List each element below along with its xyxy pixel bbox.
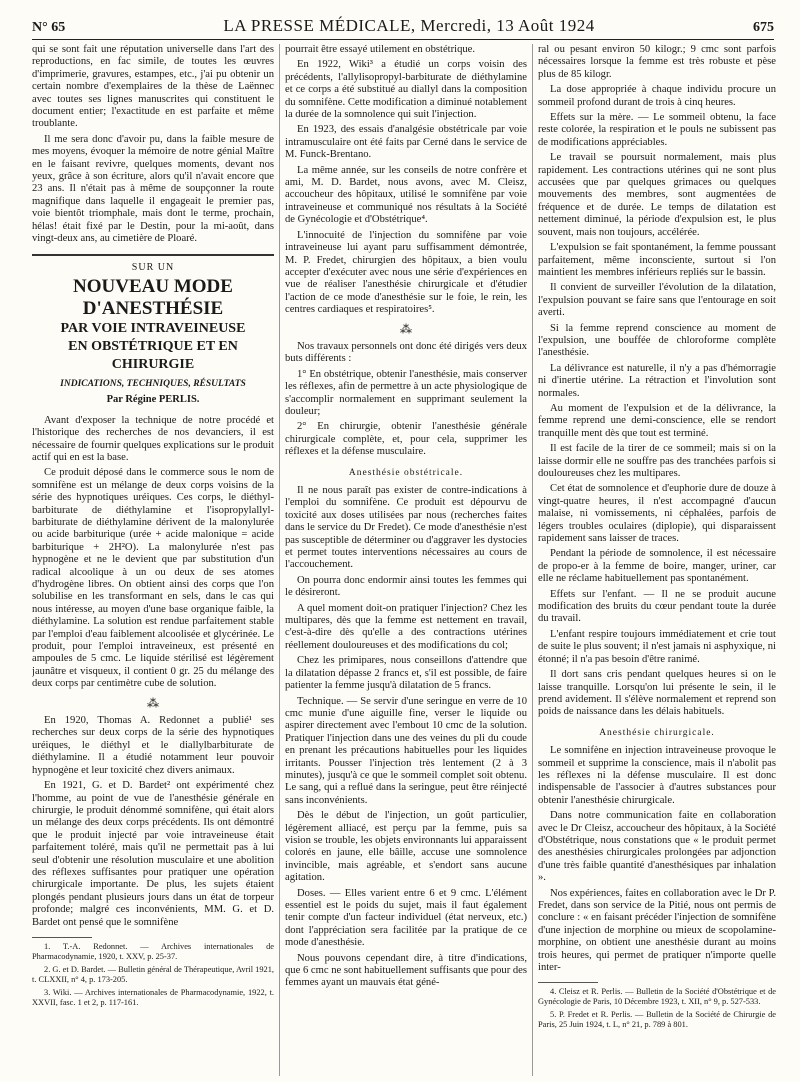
paragraph: Dès le début de l'injection, un goût particulier, légèrement alliacé, est perçu par la femme, puis sa vision se trouble, les objets environnants lui apparaissent colorés en jaune, elle bâille, accuse une somnolence invincible, mais agréable, et s'endort sans aucune agitation. — [285, 810, 527, 884]
article-author: Par Régine PERLIS. — [106, 394, 200, 406]
paragraph: Si la femme reprend conscience au moment de l'expulsion, une bouffée de chloroforme complète l'anesthésie. — [538, 322, 776, 359]
column-divider — [532, 44, 533, 1076]
section-heading: Anesthésie chirurgicale. — [599, 727, 715, 738]
footnote: 4. Cleisz et R. Perlis. — Bulletin de la Société d'Obstétrique et de Gynécologie de Paris, 10 Décembre 1923, t. XII, n° 9, p. 527-533. — [538, 987, 776, 1007]
paragraph: L'enfant respire toujours immédiatement et crie tout de suite le plus souvent; il n'est jamais ni asphyxique, ni étonné; il n'a pas besoin d'être ranimé. — [538, 628, 776, 665]
paragraph: Effets sur la mère. — Le sommeil obtenu, la face reste colorée, la respiration et le pouls ne subissent pas de modifications appréciables. — [538, 112, 776, 148]
paragraph: Nos expériences, faites en collaboration avec le Dr P. Fredet, dans son service de la Pitié, nous ont permis de conclure : « en faisant précéder l'injection de somnifène d'une injection de morphine ou mieux de scopolamine-morphine, on obtient une anesthésie durant au moins trois heures, qui permet de pratiquer n'importe quelle inter- — [538, 887, 776, 974]
paragraph: En 1922, Wiki³ a étudié un corps voisin des précédents, l'allylisopropyl-barbiturate de diéthylamine et ce corps a été substitué au diallyl dans la composition du somnifène. Cette modification a diminué notablement la durée de la somnolence qui suit l'injection. — [285, 59, 527, 121]
paragraph: 1° En obstétrique, obtenir l'anesthésie, mais conserver les réflexes, afin de permettre à un acte physiologique de s'accomplir normalement en supprimant seulement la douleur; — [285, 368, 527, 417]
footnote: 1. T.-A. Redonnet. — Archives internationales de Pharmacodynamie, 1920, t. XXV, p. 25-37. — [32, 941, 274, 961]
paragraph: 2° En chirurgie, obtenir l'anesthésie générale chirurgicale complète, et, pour cela, supprimer les réflexes et la défense musculaire. — [285, 421, 527, 458]
paragraph: On pourra donc endormir ainsi toutes les femmes qui le désireront. — [285, 574, 527, 599]
journal-title: LA PRESSE MÉDICALE, Mercredi, 13 Août 1924 — [223, 16, 595, 35]
paragraph: Pendant la période de somnolence, il est nécessaire de propo-er à la femme de boire, manger, uriner, car elle ne réclame habituellement pas spontanément. — [538, 548, 776, 585]
heading-prefix: SUR UN — [131, 261, 175, 273]
article-subtitle: EN OBSTÉTRIQUE ET EN CHIRURGIE — [68, 338, 238, 372]
article-title: NOUVEAU MODE D'ANESTHÉSIE — [73, 275, 233, 319]
footnote: 5. P. Fredet et R. Perlis. — Bulletin de la Société de Chirurgie de Paris, 25 Juin 1924, t. L, n° 21, p. 789 à 801. — [538, 1010, 776, 1030]
article-topics: INDICATIONS, TECHNIQUES, RÉSULTATS — [60, 378, 246, 389]
paragraph: Chez les primipares, nous conseillons d'attendre que la dilatation dépasse 2 francs et, s'il est possible, de faire patienter la femme jusqu'à dilatation de 5 francs. — [285, 655, 527, 692]
paragraph: La même année, sur les conseils de notre confrère et ami, M. D. Bardet, nous avons, avec M. Cleisz, accoucheur des hôpitaux, utilisé le somnifène par voie intraveineuse et communiqué nos résultats à la Société de Gynécologie et d'Obstétrique⁴. — [285, 164, 527, 226]
paragraph: Dans notre communication faite en collaboration avec le Dr Cleisz, accoucheur des hôpitaux, à la Société d'Obstétrique, nous constations que « le produit permet des anesthésies chirurgicales prolongées par adjonction d'une très faible quantité d'anesthésiques par inhalation ». — [538, 810, 776, 884]
column-1 — [32, 44, 274, 1076]
paragraph: A quel moment doit-on pratiquer l'injection? Chez les multipares, dès que la femme est nettement en travail, c'est-à-dire dès qu'elle a des contractions utérines réellement douloureuses et des modifications du col; — [285, 602, 527, 651]
section-asterism: ⁂ — [400, 321, 412, 336]
article-heading — [32, 262, 274, 407]
paragraph: Il ne nous paraît pas exister de contre-indications à l'emploi du somnifène. Ce produit est dépourvu de toxicité aux doses utilisées par nous (recherches faites dans le service du Dr Fredet). Ce mode d'anesthésie n'est pas susceptible de déterminer ou d'aggraver les dystocies et permet toutes interventions nécessaires au cours de l'accouchement. — [285, 485, 527, 571]
paragraph: L'expulsion se fait spontanément, la femme poussant parfaitement, même inconsciente, surtout si l'on maintient les membres inférieurs repliés sur le bassin. — [538, 242, 776, 278]
paragraph: En 1923, des essais d'analgésie obstétricale par voie intramusculaire ont été faits par Cerné dans le service de M. Funck-Brentano. — [285, 124, 527, 161]
section-asterism: ⁂ — [147, 695, 159, 710]
paragraph: La délivrance est naturelle, il n'y a pas d'hémorragie ni d'inertie utérine. La rétraction et l'involution sont normales. — [538, 362, 776, 399]
footnote: 2. G. et D. Bardet. — Bulletin général de Thérapeutique, Avril 1921, t. CLXXII, n° 4, p. 173-205. — [32, 964, 274, 984]
paragraph: L'innocuité de l'injection du somnifène par voie intraveineuse lui ayant paru suffisamment démontrée, M. P. Fredet, chirurgien des hôpitaux, a bien voulu accepter d'exécuter avec nous une série d'expériences en vue de réaliser l'anesthésie chirurgicale et d'étudier l'action de ce mode d'anesthésie sur le foie, le rein, les centres cardiaques et respiratoires⁵. — [285, 229, 527, 316]
paragraph: Il dort sans cris pendant quelques heures si on le laisse tranquille. Lorsqu'on lui présente le sein, il le prend avidement. Il s'élève normalement et reprend son poids de naissance dans les délais habituels. — [538, 669, 776, 718]
paragraph: Nos travaux personnels ont donc été dirigés vers deux buts différents : — [285, 340, 527, 365]
page-header — [32, 6, 774, 40]
paragraph: La dose appropriée à chaque individu procure un sommeil profond durant de trois à cinq heures. — [538, 84, 776, 108]
article-subtitle: PAR VOIE INTRAVEINEUSE — [60, 320, 246, 336]
paragraph: pourrait être essayé utilement en obstétrique. — [285, 44, 476, 55]
paragraph: Cet état de somnolence et d'euphorie dure de douze à vingt-quatre heures, il n'est accompagné d'aucun malaise, ni vomissements, ni céphalées, parfois de légers troubles oculaires (diplopie), qui disparaissent rapidement sans laisser de traces. — [538, 483, 776, 545]
footnote: 3. Wiki. — Archives internationales de Pharmacodynamie, 1922, t. XXVII, fasc. 1 et 2, p. 117-161. — [32, 987, 274, 1007]
paragraph: Doses. — Elles varient entre 6 et 9 cmc. L'élément essentiel est le poids du sujet, mais il faut également tenir compte d'un facteur individuel (état nerveux, etc.) dont l'appréciation sera facilitée par la pratique de ce mode d'anesthésie. — [285, 887, 527, 949]
paragraph: ral ou pesant environ 50 kilogr.; 9 cmc sont parfois nécessaires lorsque la femme est très robuste et pèse plus de 85 kilogr. — [538, 44, 776, 80]
paragraph: Il me sera donc d'avoir pu, dans la faible mesure de mes moyens, évoquer la mémoire de notre génial Maître en le faisant revivre, quelques moments, devant nos yeux, grâce à son écriture, alors qu'il n'avait encore que 23 ans. Il n'était pas à même de soupçonner la route magnifique dans laquelle il engageait le premier pas, voie bientôt triomphale, mais dont le terme, prochain, hélas! était fixé par le Destin, pour la mi-août, dans vingt-deux ans, au cimetière de Ploaré. — [32, 133, 274, 245]
paragraph: Au moment de l'expulsion et de la délivrance, la femme reprend une demi-conscience, elle se rendort tranquille ment dès que tout est terminé. — [538, 402, 776, 439]
column-2 — [285, 44, 527, 1076]
paragraph: Il est facile de la tirer de ce sommeil; mais si on la laisse dormir elle ne souffre pas des tranchées parfois si douloureuses chez les multipares. — [538, 443, 776, 479]
paragraph: En 1921, G. et D. Bardet² ont expérimenté chez l'homme, au point de vue de l'anesthésie générale en chirurgie, le produit dénommé somnifène, qui était alors un mélange des deux corps précédents. Ils ont démontré que le produit injecté par voie intraveineuse était parfaitement toléré, mais qu'il ne permettait pas à lui seul d'obtenir une résolution musculaire et une abolition des réflexes suffisantes pour pratiquer une opération chirurgicale importante. De plus, les sujets étaient plongés pendant plusieurs jours dans un état de torpeur profonde; malgré ces inconvénients, MM. G. et D. Bardet ont pensé que le somnifène — [32, 780, 274, 928]
paragraph: Il convient de surveiller l'évolution de la dilatation, l'expulsion pouvant se faire sans que l'entourage en soit averti. — [538, 282, 776, 319]
paragraph: Ce produit déposé dans le commerce sous le nom de somnifène est un mélange de deux corps voisins de la série des hypnotiques uréiques. Ces corps, le diéthyl-barbiturate de diéthylamine et l'isopropylallyl-barbiturate de diéthylamine dérivent de la malonylurée ou acide barbiturique (urée + acide malonique = acide barbiturique + 2H²O). La malonylurée n'est pas hypnogène et ne le devient que par substitution d'un radical alcoolique à un ou deux de ses atomes d'hydrogène libres. On obtient ainsi des corps que l'on solubilise en les transformant en sels, dans le cas qui nous intéresse, au moyen d'une base organique faible, la diéthylamine. La solution est rendue parfaitement stable par l'emploi d'eau faiblement alcoolisée et glycérinée. Le produit, pour l'emploi intraveineux, est présenté en ampoules de 5 cmc. Le liquide stérilisé est légèrement jaunâtre et visqueux, il contient 0 gr. 25 du mélange des deux corps par centimètre cube de solution. — [32, 467, 274, 690]
paragraph: En 1920, Thomas A. Redonnet a publié¹ ses recherches sur deux corps de la série des hypnotiques uréiques, le diéthyl et le diallylbarbiturate de diéthylamine. Il a étudié notamment leur pouvoir hypnogène et leur toxicité chez divers animaux. — [32, 715, 274, 776]
footnote-rule — [32, 937, 92, 938]
paragraph: Nous pouvons cependant dire, à titre d'indications, que 6 cmc ne sont habituellement suffisants que pour des femmes ayant un mauvais état géné- — [285, 952, 527, 989]
issue-number: N° 65 — [32, 20, 66, 35]
column-3 — [538, 44, 776, 1076]
paragraph: Le travail se poursuit normalement, mais plus rapidement. Les contractions utérines qui ne sont plus accusées que par quelques grimaces ou quelques mouvements des membres, sont augmentées de fréquence et de durée. Le temps de dilatation est nettement diminué, la période d'expulsion est, le plus souvent, mais non toujours, accélérée. — [538, 152, 776, 238]
paragraph: Technique. — Se servir d'une seringue en verre de 10 cmc munie d'une aiguille fine, verser le liquide ou aspirer directement avec l'embout 10 cmc de la solution. Pratiquer l'injection dans une des veines du pli du coude en prenant les précautions habituelles pour les liquides irritants. Pousser l'injection très lentement (2 à 3 minutes), jusqu'à ce que le sommeil complet soit obtenu. Le sang, qui a reflué dans la seringue, peut être réinjecté sans inconvénients. — [285, 695, 527, 806]
column-divider — [279, 44, 280, 1076]
paragraph: Avant d'exposer la technique de notre procédé et l'historique des recherches de nos devanciers, il est nécessaire de fournir quelques explications sur le produit actif qui en est la base. — [32, 414, 274, 463]
footnote-rule — [538, 982, 598, 983]
paragraph: qui se sont fait une réputation universelle dans l'art des reproductions, en fac simile, de toutes les œuvres d'imprimerie, gravures, estampes, etc., j'ai pu obtenir un certain nombre d'exemplaires de la thèse de Laënnec avec toutes ses lignes manuscrites qui constituent le document entier; l'exactitude en est parfaite et même troublante. — [32, 44, 274, 130]
paragraph: Le somnifène en injection intraveineuse provoque le sommeil et supprime la conscience, mais il n'abolit pas les réflexes ni la défense musculaire. Il est donc indispensable de l'associer à d'autres substances pour obtenir l'anesthésie chirurgicale. — [538, 745, 776, 806]
section-heading: Anesthésie obstétricale. — [348, 467, 464, 478]
page-number: 675 — [752, 20, 774, 35]
article-separator — [32, 254, 274, 256]
paragraph: Effets sur l'enfant. — Il ne se produit aucune modification des bruits du cœur pendant toute la durée du travail. — [538, 588, 776, 625]
